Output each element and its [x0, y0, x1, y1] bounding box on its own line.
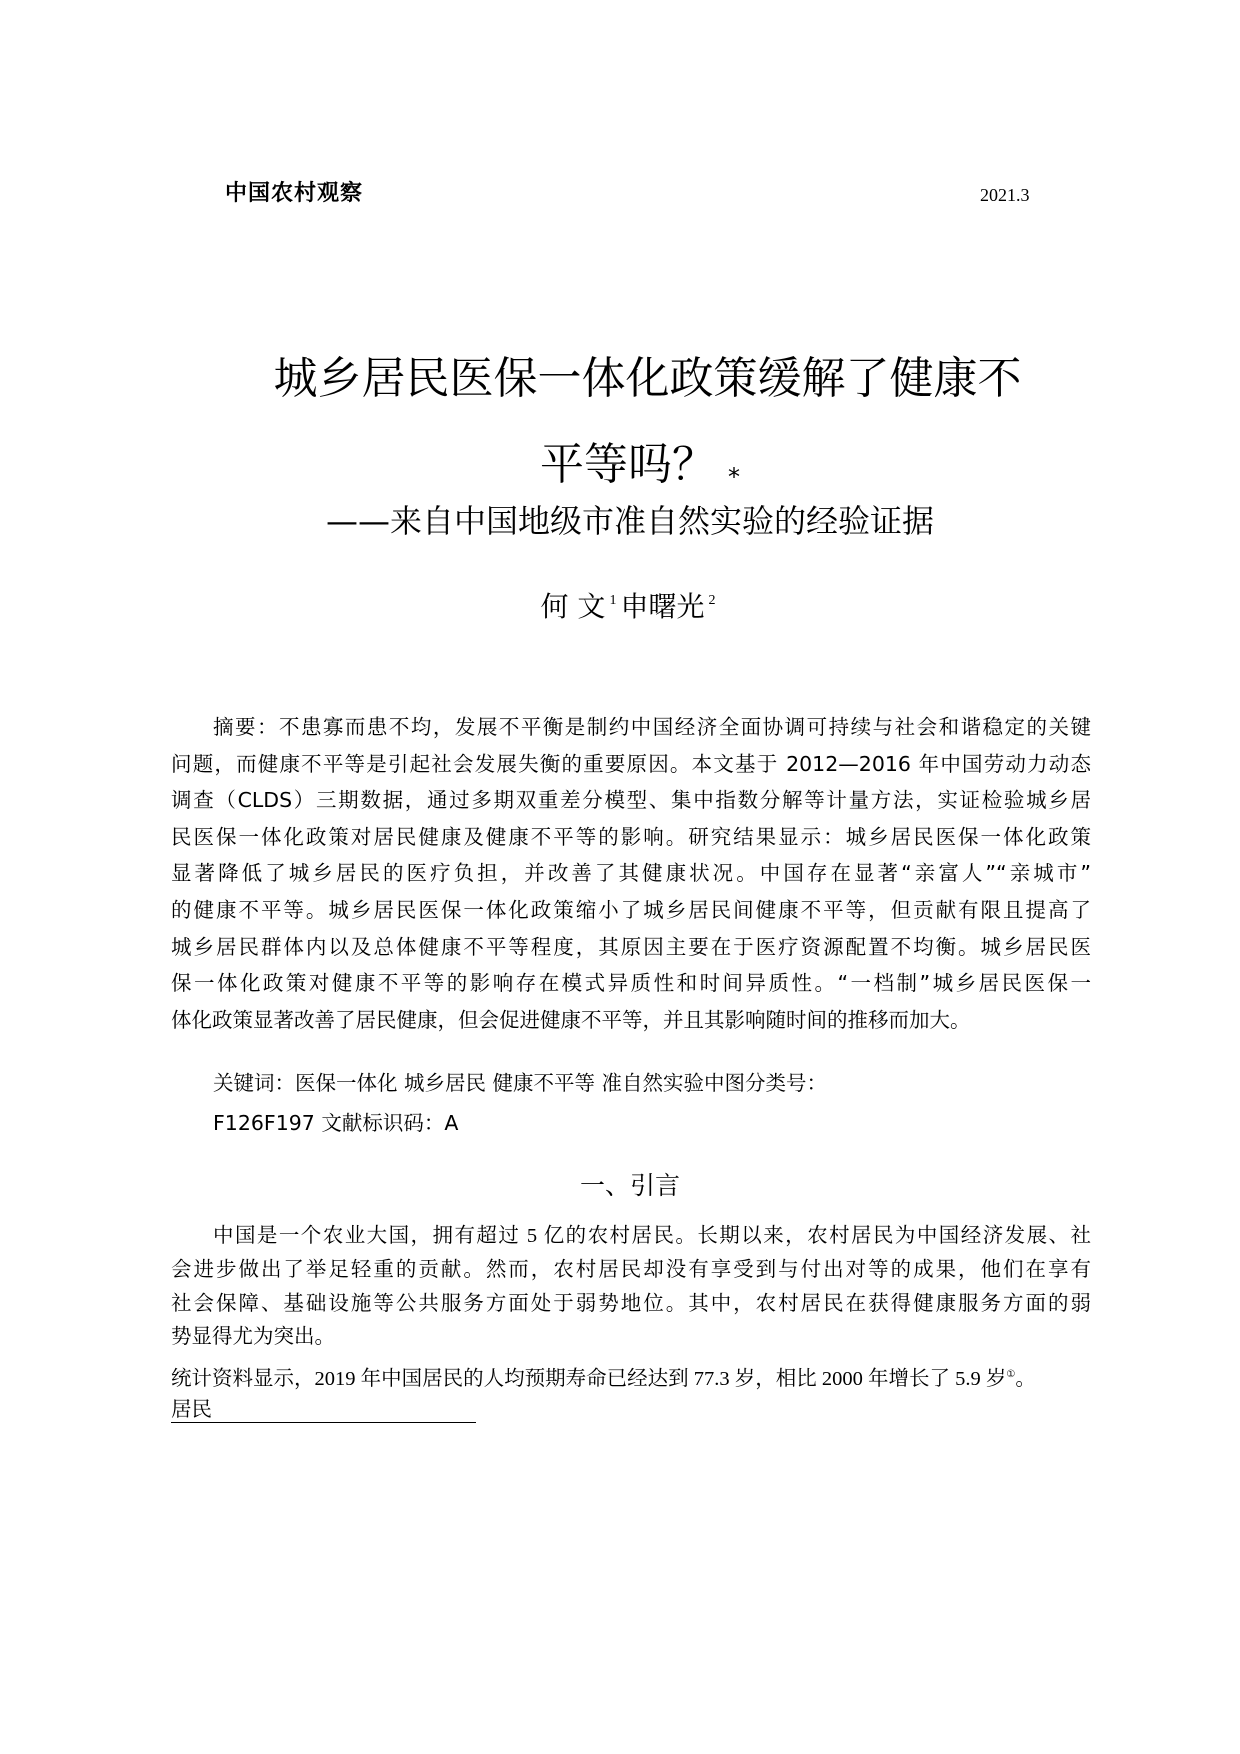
abstract-line: 问题，而健康不平等是引起社会发展失衡的重要原因。本文基于 2012—2016 年中国劳动力动态	[171, 751, 1091, 776]
issue-number: 2021.3	[980, 185, 1030, 205]
section-heading: 一、引言	[579, 1171, 680, 1200]
abstract-line: 调查（CLDS）三期数据，通过多期双重差分模型、集中指数分解等计量方法，实证检验城乡居	[171, 788, 1091, 813]
abstract-line: 保一体化政策对健康不平等的影响存在模式异质性和时间异质性。“一档制”城乡居民医保一	[171, 971, 1091, 996]
title-text: 平等吗？	[540, 439, 716, 490]
intro-line: 社会保障、基础设施等公共服务方面处于弱势地位。其中，农村居民在获得健康服务方面的弱	[171, 1292, 1091, 1315]
stat-paragraph	[171, 1361, 1036, 1391]
intro-paragraph	[171, 1221, 1091, 1356]
stat-paragraph-continued: 居民	[171, 1399, 212, 1421]
classification-code: F126F197 文献标识码：A	[213, 1111, 459, 1135]
author-1-affiliation: 1	[609, 593, 617, 608]
keywords: 关键词：医保一体化 城乡居民 健康不平等 准自然实验中图分类号：	[213, 1071, 828, 1095]
footnote-ref[interactable]: ①	[1006, 1369, 1016, 1381]
abstract-line: 摘要：不患寡而患不均，发展不平衡是制约中国经济全面协调可持续与社会和谐稳定的关键	[213, 715, 1091, 739]
title-footnote-mark: *	[728, 463, 740, 491]
paper-title-line2	[0, 428, 1240, 492]
abstract-line: 的健康不平等。城乡居民医保一体化政策缩小了城乡居民间健康不平等，但贡献有限且提高了	[171, 897, 1091, 922]
stat-text: 统计资料显示，2019 年中国居民的人均预期寿命已经达到 77.3 岁，相比 2000 年增长了 5.9 岁	[171, 1368, 1007, 1390]
intro-line: 会进步做出了举足轻重的贡献。然而，农村居民却没有享受到与付出对等的成果，他们在享有	[171, 1258, 1091, 1281]
intro-line: 中国是一个农业大国，拥有超过 5 亿的农村居民。长期以来，农村居民为中国经济发展、社	[213, 1225, 1091, 1247]
author-2: 申曙光	[620, 590, 705, 623]
abstract-line: 体化政策显著改善了居民健康，但会促进健康不平等，并且其影响随时间的推移而加大。	[171, 1007, 971, 1032]
stat-end: 。	[1015, 1368, 1036, 1390]
journal-logo: 中国农村观察	[225, 181, 364, 206]
authors	[0, 585, 1240, 625]
paper-subtitle: ——来自中国地级市准自然实验的经验证据	[325, 502, 934, 540]
intro-line: 势显得尤为突出。	[171, 1326, 335, 1349]
abstract-line: 城乡居民群体内以及总体健康不平等程度，其原因主要在于医疗资源配置不均衡。城乡居民医	[171, 934, 1091, 959]
paper-title-line1: 城乡居民医保一体化政策缓解了健康不	[273, 353, 1022, 404]
abstract	[171, 712, 1091, 1041]
abstract-line: 民医保一体化政策对居民健康及健康不平等的影响。研究结果显示：城乡居民医保一体化政策	[171, 824, 1091, 849]
author-1: 何 文	[540, 590, 606, 623]
footnote-divider	[171, 1422, 476, 1423]
author-2-affiliation: 2	[708, 593, 716, 608]
abstract-line: 显著降低了城乡居民的医疗负担，并改善了其健康状况。中国存在显著“亲富人”“亲城市”	[171, 861, 1091, 886]
